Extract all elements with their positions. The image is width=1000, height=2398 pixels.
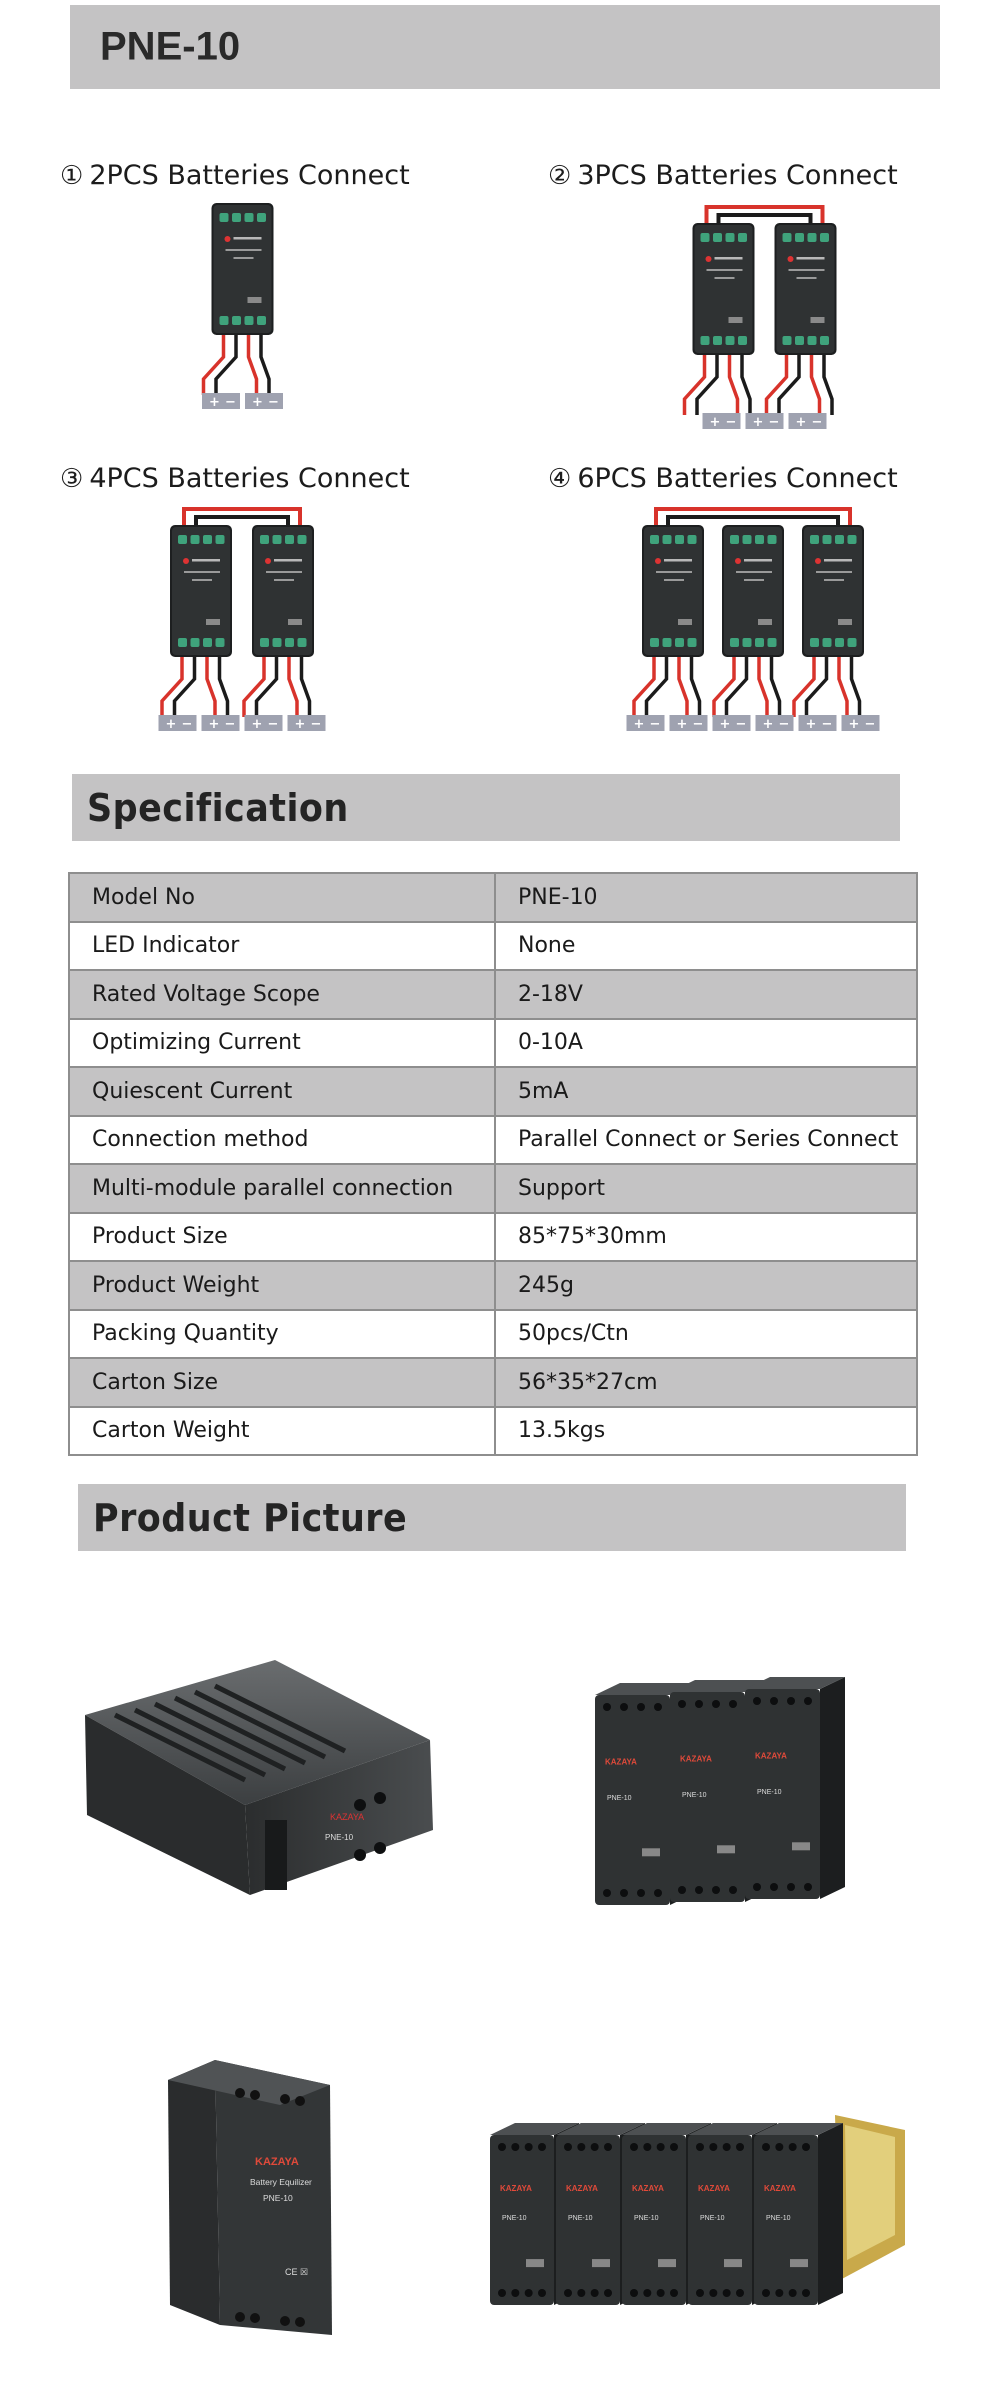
diagram-3pcs bbox=[672, 195, 857, 430]
spec-key: LED Indicator bbox=[69, 922, 495, 971]
battery-plus: + bbox=[795, 415, 807, 430]
spec-key: Model No bbox=[69, 873, 495, 922]
battery-minus: − bbox=[735, 717, 747, 732]
spec-value: 13.5kgs bbox=[495, 1407, 917, 1456]
battery-wire bbox=[759, 657, 767, 717]
battery-minus: − bbox=[310, 717, 322, 732]
battery-wire bbox=[175, 657, 195, 717]
battery-plus: + bbox=[752, 415, 764, 430]
diagram-4pcs bbox=[162, 497, 322, 732]
product-photo-single-module bbox=[160, 2055, 340, 2340]
battery-wire bbox=[249, 335, 257, 395]
connection-label: 3PCS Batteries Connect bbox=[577, 160, 898, 191]
equalizer-module bbox=[775, 223, 837, 355]
product-photo-three-modules bbox=[590, 1670, 895, 1915]
battery-minus: − bbox=[778, 717, 790, 732]
spec-value: 50pcs/Ctn bbox=[495, 1310, 917, 1359]
battery-minus: − bbox=[225, 395, 236, 410]
product-brand: KAZAYA bbox=[566, 2184, 598, 2194]
battery-minus: − bbox=[649, 717, 661, 732]
battery-block bbox=[202, 715, 240, 732]
spec-value: 245g bbox=[495, 1261, 917, 1310]
battery-plus: + bbox=[294, 717, 306, 732]
spec-row bbox=[69, 1067, 917, 1116]
connection-title-6pcs bbox=[548, 463, 898, 494]
spec-row bbox=[69, 922, 917, 971]
equalizer-module bbox=[722, 525, 784, 657]
battery-wire bbox=[634, 657, 654, 717]
battery-block bbox=[756, 715, 794, 732]
battery-block bbox=[703, 413, 741, 430]
battery-wire bbox=[302, 657, 310, 717]
equalizer-module bbox=[693, 223, 755, 355]
spec-value: None bbox=[495, 922, 917, 971]
spec-key: Multi-module parallel connection bbox=[69, 1164, 495, 1213]
product-brand: KAZAYA bbox=[680, 1754, 712, 1764]
product-brand: KAZAYA bbox=[764, 2184, 796, 2194]
page-title: PNE-10 bbox=[100, 24, 241, 69]
spec-key: Product Size bbox=[69, 1213, 495, 1262]
spec-row bbox=[69, 1116, 917, 1165]
battery-block bbox=[670, 715, 708, 732]
spec-key: Carton Size bbox=[69, 1358, 495, 1407]
step-number: ① bbox=[60, 161, 84, 191]
battery-plus: + bbox=[676, 717, 688, 732]
product-cert: CE ☒ bbox=[285, 2267, 309, 2277]
battery-plus: + bbox=[805, 717, 817, 732]
spec-value: 85*75*30mm bbox=[495, 1213, 917, 1262]
product-model: PNE-10 bbox=[766, 2215, 791, 2222]
battery-block bbox=[245, 715, 283, 732]
battery-minus: − bbox=[864, 717, 876, 732]
spec-row bbox=[69, 1164, 917, 1213]
product-model: PNE-10 bbox=[502, 2215, 527, 2222]
battery-wire bbox=[204, 335, 224, 395]
battery-wire bbox=[162, 657, 182, 717]
spec-row bbox=[69, 1310, 917, 1359]
battery-block bbox=[789, 413, 827, 430]
battery-plus: + bbox=[252, 395, 263, 410]
battery-plus: + bbox=[762, 717, 774, 732]
battery-block bbox=[202, 393, 240, 410]
specification-table bbox=[68, 872, 918, 1456]
battery-wire bbox=[244, 657, 264, 717]
battery-minus: − bbox=[692, 717, 704, 732]
step-number: ③ bbox=[60, 464, 84, 494]
spec-key: Product Weight bbox=[69, 1261, 495, 1310]
battery-minus: − bbox=[768, 415, 780, 430]
equalizer-module bbox=[170, 525, 232, 657]
equalizer-module bbox=[642, 525, 704, 657]
battery-wire bbox=[685, 355, 705, 415]
connection-title-2pcs bbox=[60, 160, 410, 191]
product-name: Battery Equilizer bbox=[250, 2177, 312, 2187]
spec-row bbox=[69, 1358, 917, 1407]
battery-minus: − bbox=[811, 415, 823, 430]
battery-block bbox=[288, 715, 326, 732]
battery-wire bbox=[767, 355, 787, 415]
battery-block bbox=[713, 715, 751, 732]
product-picture-band bbox=[78, 1484, 906, 1551]
connection-title-3pcs bbox=[548, 160, 898, 191]
battery-plus: + bbox=[165, 717, 177, 732]
spec-key: Optimizing Current bbox=[69, 1019, 495, 1068]
product-brand: KAZAYA bbox=[698, 2184, 730, 2194]
product-photo-five-modules-on-rail bbox=[485, 2095, 910, 2310]
battery-wire bbox=[714, 657, 734, 717]
product-brand: KAZAYA bbox=[500, 2184, 532, 2194]
battery-wire bbox=[289, 657, 297, 717]
battery-wire bbox=[824, 355, 832, 415]
battery-wire bbox=[261, 335, 269, 395]
connection-label: 4PCS Batteries Connect bbox=[89, 463, 410, 494]
product-brand: KAZAYA bbox=[605, 1757, 637, 1767]
specification-heading: Specification bbox=[87, 785, 349, 830]
battery-wire bbox=[692, 657, 700, 717]
spec-key: Rated Voltage Scope bbox=[69, 970, 495, 1019]
product-model: PNE-10 bbox=[634, 2215, 659, 2222]
equalizer-module bbox=[252, 525, 314, 657]
battery-minus: − bbox=[224, 717, 236, 732]
spec-row bbox=[69, 873, 917, 922]
battery-wire bbox=[647, 657, 667, 717]
spec-row bbox=[69, 970, 917, 1019]
battery-plus: + bbox=[848, 717, 860, 732]
battery-block bbox=[627, 715, 665, 732]
product-model: PNE-10 bbox=[682, 1792, 707, 1799]
battery-plus: + bbox=[251, 717, 263, 732]
battery-wire bbox=[772, 657, 780, 717]
spec-key: Packing Quantity bbox=[69, 1310, 495, 1359]
product-picture-heading: Product Picture bbox=[93, 1495, 408, 1540]
title-band bbox=[70, 5, 940, 89]
battery-wire bbox=[257, 657, 277, 717]
diagram-6pcs bbox=[628, 497, 878, 732]
spec-value: PNE-10 bbox=[495, 873, 917, 922]
battery-block bbox=[842, 715, 880, 732]
spec-key: Carton Weight bbox=[69, 1407, 495, 1456]
battery-block bbox=[799, 715, 837, 732]
step-number: ④ bbox=[548, 464, 572, 494]
battery-minus: − bbox=[268, 395, 279, 410]
spec-row bbox=[69, 1019, 917, 1068]
spec-value: Support bbox=[495, 1164, 917, 1213]
battery-plus: + bbox=[719, 717, 731, 732]
battery-wire bbox=[839, 657, 847, 717]
product-model: PNE-10 bbox=[700, 2215, 725, 2222]
spec-value: 0-10A bbox=[495, 1019, 917, 1068]
spec-value: 2-18V bbox=[495, 970, 917, 1019]
battery-wire bbox=[207, 657, 215, 717]
battery-minus: − bbox=[181, 717, 193, 732]
spec-value: 56*35*27cm bbox=[495, 1358, 917, 1407]
battery-block bbox=[159, 715, 197, 732]
battery-wire bbox=[697, 355, 717, 415]
battery-plus: + bbox=[633, 717, 645, 732]
product-module bbox=[745, 1677, 845, 1899]
battery-wire bbox=[742, 355, 750, 415]
equalizer-module bbox=[802, 525, 864, 657]
battery-plus: + bbox=[209, 395, 220, 410]
battery-wire bbox=[779, 355, 799, 415]
connection-label: 6PCS Batteries Connect bbox=[577, 463, 898, 494]
battery-wire bbox=[727, 657, 747, 717]
battery-minus: − bbox=[725, 415, 737, 430]
battery-wire bbox=[807, 657, 827, 717]
battery-plus: + bbox=[208, 717, 220, 732]
battery-block bbox=[746, 413, 784, 430]
connection-title-4pcs bbox=[60, 463, 410, 494]
battery-wire bbox=[812, 355, 820, 415]
battery-wire bbox=[679, 657, 687, 717]
diagram-2pcs bbox=[180, 195, 305, 410]
specification-band bbox=[72, 774, 900, 841]
product-model: PNE-10 bbox=[568, 2215, 593, 2222]
battery-wire bbox=[730, 355, 738, 415]
product-model: PNE-10 bbox=[325, 1833, 354, 1842]
product-brand: KAZAYA bbox=[330, 1812, 365, 1822]
spec-row bbox=[69, 1213, 917, 1262]
spec-key: Quiescent Current bbox=[69, 1067, 495, 1116]
battery-wire bbox=[220, 657, 228, 717]
product-model: PNE-10 bbox=[757, 1789, 782, 1796]
spec-row bbox=[69, 1261, 917, 1310]
spec-row bbox=[69, 1407, 917, 1456]
connection-label: 2PCS Batteries Connect bbox=[89, 160, 410, 191]
battery-wire bbox=[216, 335, 236, 395]
battery-plus: + bbox=[709, 415, 721, 430]
product-model: PNE-10 bbox=[263, 2193, 293, 2203]
equalizer-module bbox=[212, 203, 274, 335]
battery-wire bbox=[852, 657, 860, 717]
battery-wire bbox=[794, 657, 814, 717]
product-brand: KAZAYA bbox=[755, 1751, 787, 1761]
product-module bbox=[754, 2123, 843, 2305]
spec-key: Connection method bbox=[69, 1116, 495, 1165]
battery-block bbox=[245, 393, 283, 410]
step-number: ② bbox=[548, 161, 572, 191]
product-model: PNE-10 bbox=[607, 1795, 632, 1802]
product-photo-side-angle bbox=[75, 1655, 440, 1900]
product-brand: KAZAYA bbox=[632, 2184, 664, 2194]
spec-value: Parallel Connect or Series Connect bbox=[495, 1116, 917, 1165]
product-brand: KAZAYA bbox=[255, 2156, 299, 2168]
battery-minus: − bbox=[821, 717, 833, 732]
battery-minus: − bbox=[267, 717, 279, 732]
spec-value: 5mA bbox=[495, 1067, 917, 1116]
